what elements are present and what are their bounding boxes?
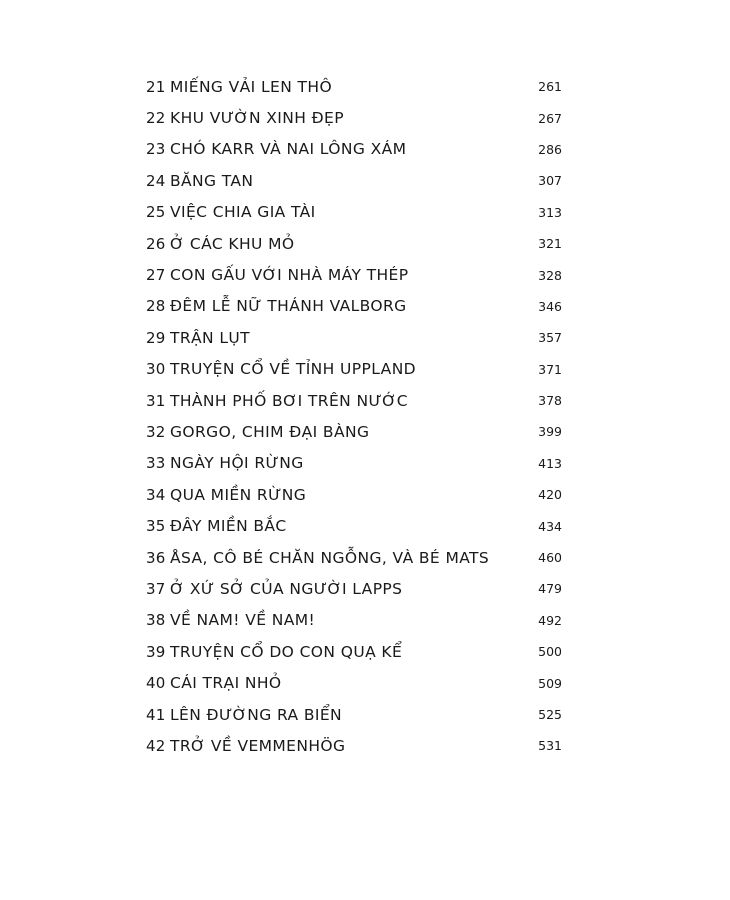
page-number: 371 — [538, 361, 562, 377]
chapter-title: TRẬN LỤT — [170, 328, 251, 347]
page-number: 492 — [538, 612, 562, 628]
toc-entry — [146, 542, 562, 573]
chapter-number: 42 — [146, 736, 166, 755]
chapter-title: LÊN ĐƯỜNG RA BIỂN — [170, 705, 343, 724]
chapter-number: 21 — [146, 77, 166, 96]
chapter-title: ĐÂY MIỀN BẮC — [170, 517, 287, 536]
chapter-title: ĐÊM LỄ NỮ THÁNH VALBORG — [170, 297, 407, 316]
chapter-number: 25 — [146, 203, 166, 222]
page-number: 357 — [538, 330, 562, 346]
page-number: 460 — [538, 550, 562, 566]
toc-entry — [146, 699, 562, 730]
chapter-title: QUA MIỀN RỪNG — [170, 485, 307, 504]
chapter-number: 31 — [146, 391, 166, 410]
chapter-title: TRUYỆN CỔ VỀ TỈNH UPPLAND — [170, 360, 417, 379]
page-number: 531 — [538, 738, 562, 754]
chapter-title: KHU VƯỜN XINH ĐẸP — [170, 109, 344, 128]
chapter-title: CHÓ KARR VÀ NAI LÔNG XÁM — [170, 140, 407, 159]
chapter-title: Ở CÁC KHU MỎ — [170, 234, 295, 253]
page-number: 307 — [538, 173, 562, 189]
page-number: 509 — [538, 675, 562, 691]
toc-entry — [146, 134, 562, 165]
chapter-title: GORGO, CHIM ĐẠI BÀNG — [170, 422, 370, 441]
chapter-number: 34 — [146, 485, 166, 504]
chapter-number: 22 — [146, 109, 166, 128]
chapter-number: 38 — [146, 611, 166, 630]
chapter-title: ÅSA, CÔ BÉ CHĂN NGỖNG, VÀ BÉ MATS — [170, 548, 490, 567]
page-number: 346 — [538, 298, 562, 314]
chapter-number: 37 — [146, 579, 166, 598]
chapter-number: 33 — [146, 454, 166, 473]
chapter-title: VIỆC CHIA GIA TÀI — [170, 203, 316, 222]
toc-entry — [146, 259, 562, 290]
toc-entry — [146, 479, 562, 510]
toc-entry — [146, 510, 562, 541]
page-number: 420 — [538, 487, 562, 503]
toc-entry — [146, 322, 562, 353]
chapter-title: MIẾNG VẢI LEN THÔ — [170, 77, 333, 96]
toc-entry — [146, 165, 562, 196]
toc-entry — [146, 605, 562, 636]
page-number: 479 — [538, 581, 562, 597]
chapter-title: THÀNH PHỐ BƠI TRÊN NƯỚC — [170, 391, 408, 410]
page-number: 525 — [538, 707, 562, 722]
chapter-number: 40 — [146, 674, 166, 693]
chapter-number: 35 — [146, 517, 166, 536]
toc-entry — [146, 197, 562, 228]
toc-entry — [146, 573, 562, 604]
table-of-contents — [146, 71, 562, 762]
page-number: 378 — [538, 393, 562, 409]
toc-entry — [146, 416, 562, 447]
chapter-title: TRUYỆN CỔ DO CON QUẠ KỂ — [170, 642, 403, 661]
toc-entry — [146, 385, 562, 416]
chapter-title: BĂNG TAN — [170, 171, 254, 190]
page-number: 434 — [538, 518, 562, 534]
chapter-title: TRỞ VỀ VEMMENHÖG — [170, 736, 346, 755]
page-number: 500 — [538, 644, 562, 660]
toc-entry — [146, 228, 562, 259]
chapter-number: 32 — [146, 422, 166, 441]
chapter-number: 41 — [146, 705, 166, 724]
chapter-number: 36 — [146, 548, 166, 567]
page-number: 313 — [538, 204, 562, 220]
toc-entry — [146, 636, 562, 667]
chapter-title: CÁI TRẠI NHỎ — [170, 674, 282, 693]
toc-entry — [146, 291, 562, 322]
page-number: 399 — [538, 424, 562, 440]
toc-entry — [146, 102, 562, 133]
chapter-number: 24 — [146, 171, 166, 190]
chapter-number: 28 — [146, 297, 166, 316]
chapter-title: CON GẤU VỚI NHÀ MÁY THÉP — [170, 266, 409, 285]
page-number: 413 — [538, 455, 562, 471]
toc-entry — [146, 354, 562, 385]
toc-entry — [146, 71, 562, 102]
chapter-number: 29 — [146, 328, 166, 347]
toc-entry — [146, 448, 562, 479]
page-number: 267 — [538, 110, 562, 126]
chapter-number: 39 — [146, 642, 166, 661]
chapter-number: 26 — [146, 234, 166, 253]
chapter-title: VỀ NAM! VỀ NAM! — [170, 611, 316, 630]
page-number: 261 — [538, 79, 562, 95]
chapter-title: NGÀY HỘI RỪNG — [170, 454, 304, 473]
page-number: 321 — [538, 236, 562, 252]
chapter-number: 30 — [146, 360, 166, 379]
chapter-number: 23 — [146, 140, 166, 159]
chapter-number: 27 — [146, 266, 166, 285]
toc-entry — [146, 730, 562, 761]
chapter-title: Ở XỨ SỞ CỦA NGƯỜI LAPPS — [170, 579, 403, 598]
toc-entry — [146, 667, 562, 698]
page-number: 286 — [538, 141, 562, 157]
page-number: 328 — [538, 267, 562, 283]
